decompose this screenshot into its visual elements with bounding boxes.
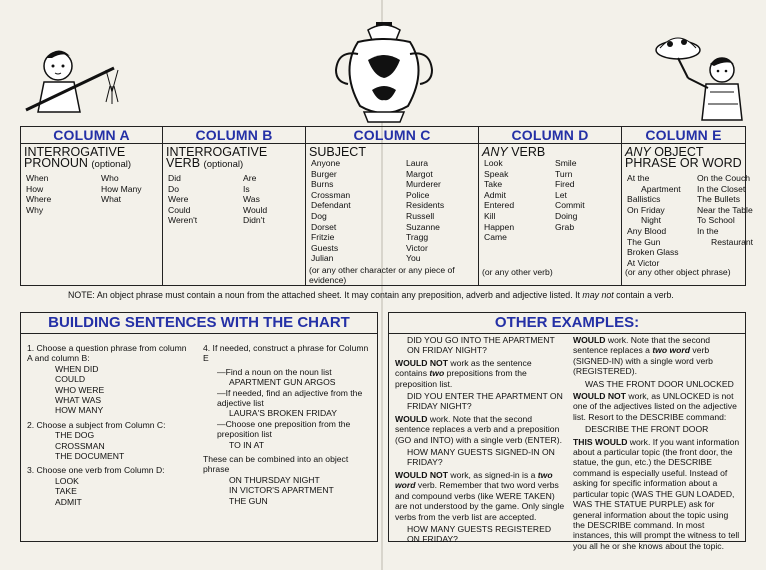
- column-title-text: INTERROGATIVE VERB: [166, 145, 268, 170]
- column-header: COLUMN B: [163, 127, 305, 144]
- explanation: [395, 414, 565, 445]
- step-2: 2. Choose a subject from Column C:: [27, 419, 166, 430]
- example: THE GUN: [229, 495, 268, 506]
- column-title: [21, 144, 162, 170]
- explanation-text: work. Note that the second sentence replaces a verb and a preposition (GO and INTO) with a single verb (ENTER).: [395, 413, 562, 445]
- column-d: [479, 127, 622, 285]
- word: When: [26, 173, 49, 183]
- word-list-right: [406, 158, 444, 264]
- step-1-examples: [27, 364, 187, 416]
- word: At Victor: [627, 257, 660, 268]
- word: Burger: [311, 168, 337, 179]
- step-4-adjective: —If needed, find an adjective from the adjective list: [217, 387, 363, 409]
- word: At the: [627, 173, 650, 183]
- example: ADMIT: [55, 496, 82, 507]
- word: Happen: [484, 221, 515, 232]
- example: TAKE: [55, 486, 77, 497]
- word-list-left: [168, 173, 197, 226]
- word: Night: [641, 215, 662, 226]
- explanation-text: work, as UNLOCKED is not one of the adjectives listed on the adjective list. Resort to the DESCRIBE command:: [573, 391, 737, 422]
- example: IN VICTOR'S APARTMENT: [229, 485, 334, 496]
- column-title-note: (optional): [203, 159, 244, 170]
- vase-illustration: [328, 20, 440, 126]
- explanation: [573, 437, 741, 551]
- column-title: [163, 144, 305, 170]
- word: Defendant: [311, 200, 351, 211]
- explanation: [395, 470, 565, 522]
- word: Suzanne: [406, 221, 440, 232]
- word: Any Blood: [627, 225, 667, 236]
- explanation: [573, 335, 741, 377]
- example-sentence: HOW MANY GUESTS SIGNED-IN ON FRIDAY?: [407, 447, 555, 468]
- word: How: [26, 183, 44, 194]
- example-sentence: DID YOU ENTER THE APARTMENT ON FRIDAY NIGHT?: [407, 391, 563, 412]
- column-footer: (or any other verb): [482, 267, 553, 277]
- explanation-text-end: verb (SIGNED-IN) with a single word verb (REGISTERED).: [573, 345, 713, 377]
- column-title-text: VERB: [511, 145, 546, 159]
- explanation-text-end: verb. Remember that two word verbs and compound verbs (like WERE TAKEN) are not understood by the game. Only single verbs from the verb list are accepted.: [395, 480, 565, 522]
- column-title: [622, 144, 745, 169]
- column-footer: (or any other object phrase): [625, 267, 731, 277]
- note-text-end: contain a verb.: [613, 290, 674, 300]
- word: Speak: [484, 168, 509, 179]
- column-title-text: INTERROGATIVE PRONOUN: [24, 145, 126, 170]
- word: Victor: [406, 242, 428, 253]
- column-title-text: OBJECT PHRASE OR WORD: [625, 145, 742, 170]
- example: THE DOG: [55, 430, 95, 441]
- box-title: BUILDING SENTENCES WITH THE CHART: [21, 313, 377, 334]
- word-list-right: [101, 173, 142, 205]
- combine-text: These can be combined into an object phrase: [203, 454, 349, 475]
- word: How Many: [101, 183, 142, 194]
- word: Restaurant: [711, 236, 754, 247]
- column-header: COLUMN E: [622, 127, 745, 144]
- column-header: COLUMN C: [306, 127, 478, 144]
- explanation-text: work. Note that the second sentence replaces a: [573, 335, 711, 356]
- word: Where: [26, 194, 52, 205]
- step-2-examples: [27, 430, 187, 461]
- explanation-text-end: prepositions from the preposition list.: [395, 368, 527, 389]
- example: HOW MANY: [55, 405, 104, 416]
- step-4-noun-example: APARTMENT GUN ARGOS: [229, 377, 336, 388]
- column-title-text: SUBJECT: [309, 145, 366, 159]
- word: You: [406, 253, 421, 264]
- word-list-left: [26, 173, 51, 215]
- word-list-right: [697, 173, 753, 247]
- explanation-text: work. If you want information about a particular topic (the front door, the statue, the gun, etc.) the DESCRIBE command is especially useful. Instead of asking for specific information about a particular topic (WAS THE GUN LOADED, WAS THE STATUE PURPLE) ask for general information about the topic using the DESCRIBE command. In most instances, this will prompt the witness to tell you all he or she knows about the topic.: [573, 436, 740, 551]
- word: Do: [168, 183, 179, 194]
- combine-examples: [203, 475, 373, 506]
- column-title-note: (optional): [91, 159, 131, 170]
- word: Doing: [555, 210, 578, 221]
- example: WHO WERE: [55, 384, 105, 395]
- verdict: THIS WOULD: [573, 436, 628, 447]
- word-list-right: [555, 158, 585, 232]
- object-phrase-note: [68, 290, 674, 300]
- word: Tragg: [406, 232, 429, 243]
- word-chart-table: [20, 126, 754, 286]
- step-4-adjective-example: LAURA'S BROKEN FRIDAY: [229, 408, 337, 419]
- word: Look: [484, 158, 503, 168]
- word: Laura: [406, 158, 428, 168]
- word: Admit: [484, 189, 506, 200]
- explanation-text: work, as signed-in is a: [448, 469, 538, 480]
- word-list-left: [311, 158, 351, 264]
- word: To School: [697, 215, 735, 226]
- explanation-emphasis: two word: [395, 469, 553, 491]
- examples-right: [573, 335, 741, 551]
- word: The Bullets: [697, 194, 740, 205]
- word: Broken Glass: [627, 247, 679, 258]
- box-title: OTHER EXAMPLES:: [389, 313, 745, 334]
- verdict: WOULD NOT: [573, 391, 626, 402]
- word: Police: [406, 189, 430, 200]
- column-title: [479, 144, 621, 158]
- column-footer: (or any other character or any piece of evidence): [309, 265, 455, 285]
- note-emphasis: may not: [582, 290, 614, 300]
- word: In the: [697, 225, 719, 236]
- column-a: [21, 127, 163, 285]
- word: Entered: [484, 200, 515, 211]
- building-sentences-box: [20, 312, 378, 542]
- word: Would: [243, 204, 268, 215]
- explanation-emphasis: two: [429, 368, 445, 379]
- word: Let: [555, 189, 567, 200]
- other-examples-box: [388, 312, 746, 551]
- example-sentence: DESCRIBE THE FRONT DOOR: [585, 424, 709, 435]
- word: Fired: [555, 179, 575, 190]
- word: Russell: [406, 210, 435, 221]
- verdict: WOULD NOT: [395, 357, 448, 368]
- example: CROSSMAN: [55, 440, 105, 451]
- example-sentence: HOW MANY GUESTS REGISTERED ON FRIDAY?: [407, 523, 552, 545]
- example: WHAT WAS: [55, 395, 102, 406]
- example-sentence: DID YOU GO INTO THE APARTMENT ON FRIDAY NIGHT?: [407, 335, 555, 356]
- example: THE DOCUMENT: [55, 451, 125, 462]
- column-e: [622, 127, 754, 285]
- word: Anyone: [311, 158, 341, 168]
- step-3-examples: [27, 476, 187, 507]
- word: Apartment: [641, 183, 681, 194]
- word: What: [101, 194, 122, 205]
- word: Dog: [311, 210, 327, 221]
- column-title: [306, 144, 478, 158]
- word: Could: [168, 204, 191, 215]
- word: Ballistics: [627, 194, 661, 205]
- verdict: WOULD NOT: [395, 469, 448, 480]
- word: Didn't: [243, 215, 265, 226]
- word: Came: [484, 232, 507, 243]
- word: Commit: [555, 200, 585, 211]
- example: COULD: [55, 374, 86, 385]
- example: ON THURSDAY NIGHT: [229, 474, 320, 485]
- explanation: [573, 391, 741, 422]
- example-sentence: WAS THE FRONT DOOR UNLOCKED: [585, 378, 734, 389]
- word: Take: [484, 179, 503, 190]
- column-title-emphasis: ANY: [625, 145, 651, 159]
- example: LOOK: [55, 475, 79, 486]
- step-4: 4. If needed, construct a phrase for Column E: [203, 343, 369, 364]
- word-list-left: [627, 173, 681, 268]
- word: Was: [243, 194, 260, 205]
- explanation: [395, 358, 565, 389]
- step-4-preposition: —Choose one preposition from the preposition list: [217, 418, 351, 440]
- example: WHEN DID: [55, 363, 99, 374]
- word: Crossman: [311, 189, 351, 200]
- word: Murderer: [406, 179, 441, 190]
- verdict: WOULD: [573, 335, 606, 345]
- word: Fritzie: [311, 232, 335, 243]
- word: On Friday: [627, 204, 665, 215]
- word: The Gun: [627, 236, 661, 247]
- word: Margot: [406, 168, 433, 179]
- word: Did: [168, 173, 181, 183]
- word: Dorset: [311, 221, 337, 232]
- word: In the Closet: [697, 183, 746, 194]
- step-4-preposition-example: TO IN AT: [229, 439, 265, 450]
- word: Are: [243, 173, 257, 183]
- boy-with-flute-illustration: [22, 40, 122, 122]
- word: Why: [26, 204, 44, 215]
- word: Near the Table: [697, 204, 753, 215]
- word: Residents: [406, 200, 445, 211]
- word: Weren't: [168, 215, 198, 226]
- word: Guests: [311, 242, 339, 253]
- step-3: 3. Choose one verb from Column D:: [27, 465, 165, 476]
- word-list-right: [243, 173, 267, 226]
- column-b: [163, 127, 306, 285]
- word: Grab: [555, 221, 575, 232]
- word: Who: [101, 173, 119, 183]
- steps-right: [203, 343, 373, 506]
- step-1: 1. Choose a question phrase from column A and column B:: [27, 343, 187, 364]
- explanation-text: work as the sentence contains: [395, 357, 532, 379]
- word: Were: [168, 194, 189, 205]
- word: On the Couch: [697, 173, 751, 183]
- step-4-noun: —Find a noun on the noun list: [217, 366, 332, 377]
- word: Smile: [555, 158, 577, 168]
- column-c: [306, 127, 479, 285]
- word: Is: [243, 183, 250, 194]
- word-list-left: [484, 158, 514, 243]
- word: Burns: [311, 179, 334, 190]
- column-title-emphasis: ANY: [482, 145, 508, 159]
- word: Julian: [311, 253, 334, 264]
- explanation-emphasis: two word: [652, 345, 691, 356]
- column-header: COLUMN A: [21, 127, 162, 144]
- examples-left: [395, 335, 565, 545]
- verdict: WOULD: [395, 413, 428, 424]
- steps-left: [27, 343, 187, 507]
- note-text: NOTE: An object phrase must contain a noun from the attached sheet. It may contain any preposition, adverb and adjective listed. It: [68, 290, 583, 300]
- column-header: COLUMN D: [479, 127, 621, 144]
- word: Kill: [484, 210, 496, 221]
- servant-with-tray-illustration: [648, 30, 748, 122]
- word: Turn: [555, 168, 573, 179]
